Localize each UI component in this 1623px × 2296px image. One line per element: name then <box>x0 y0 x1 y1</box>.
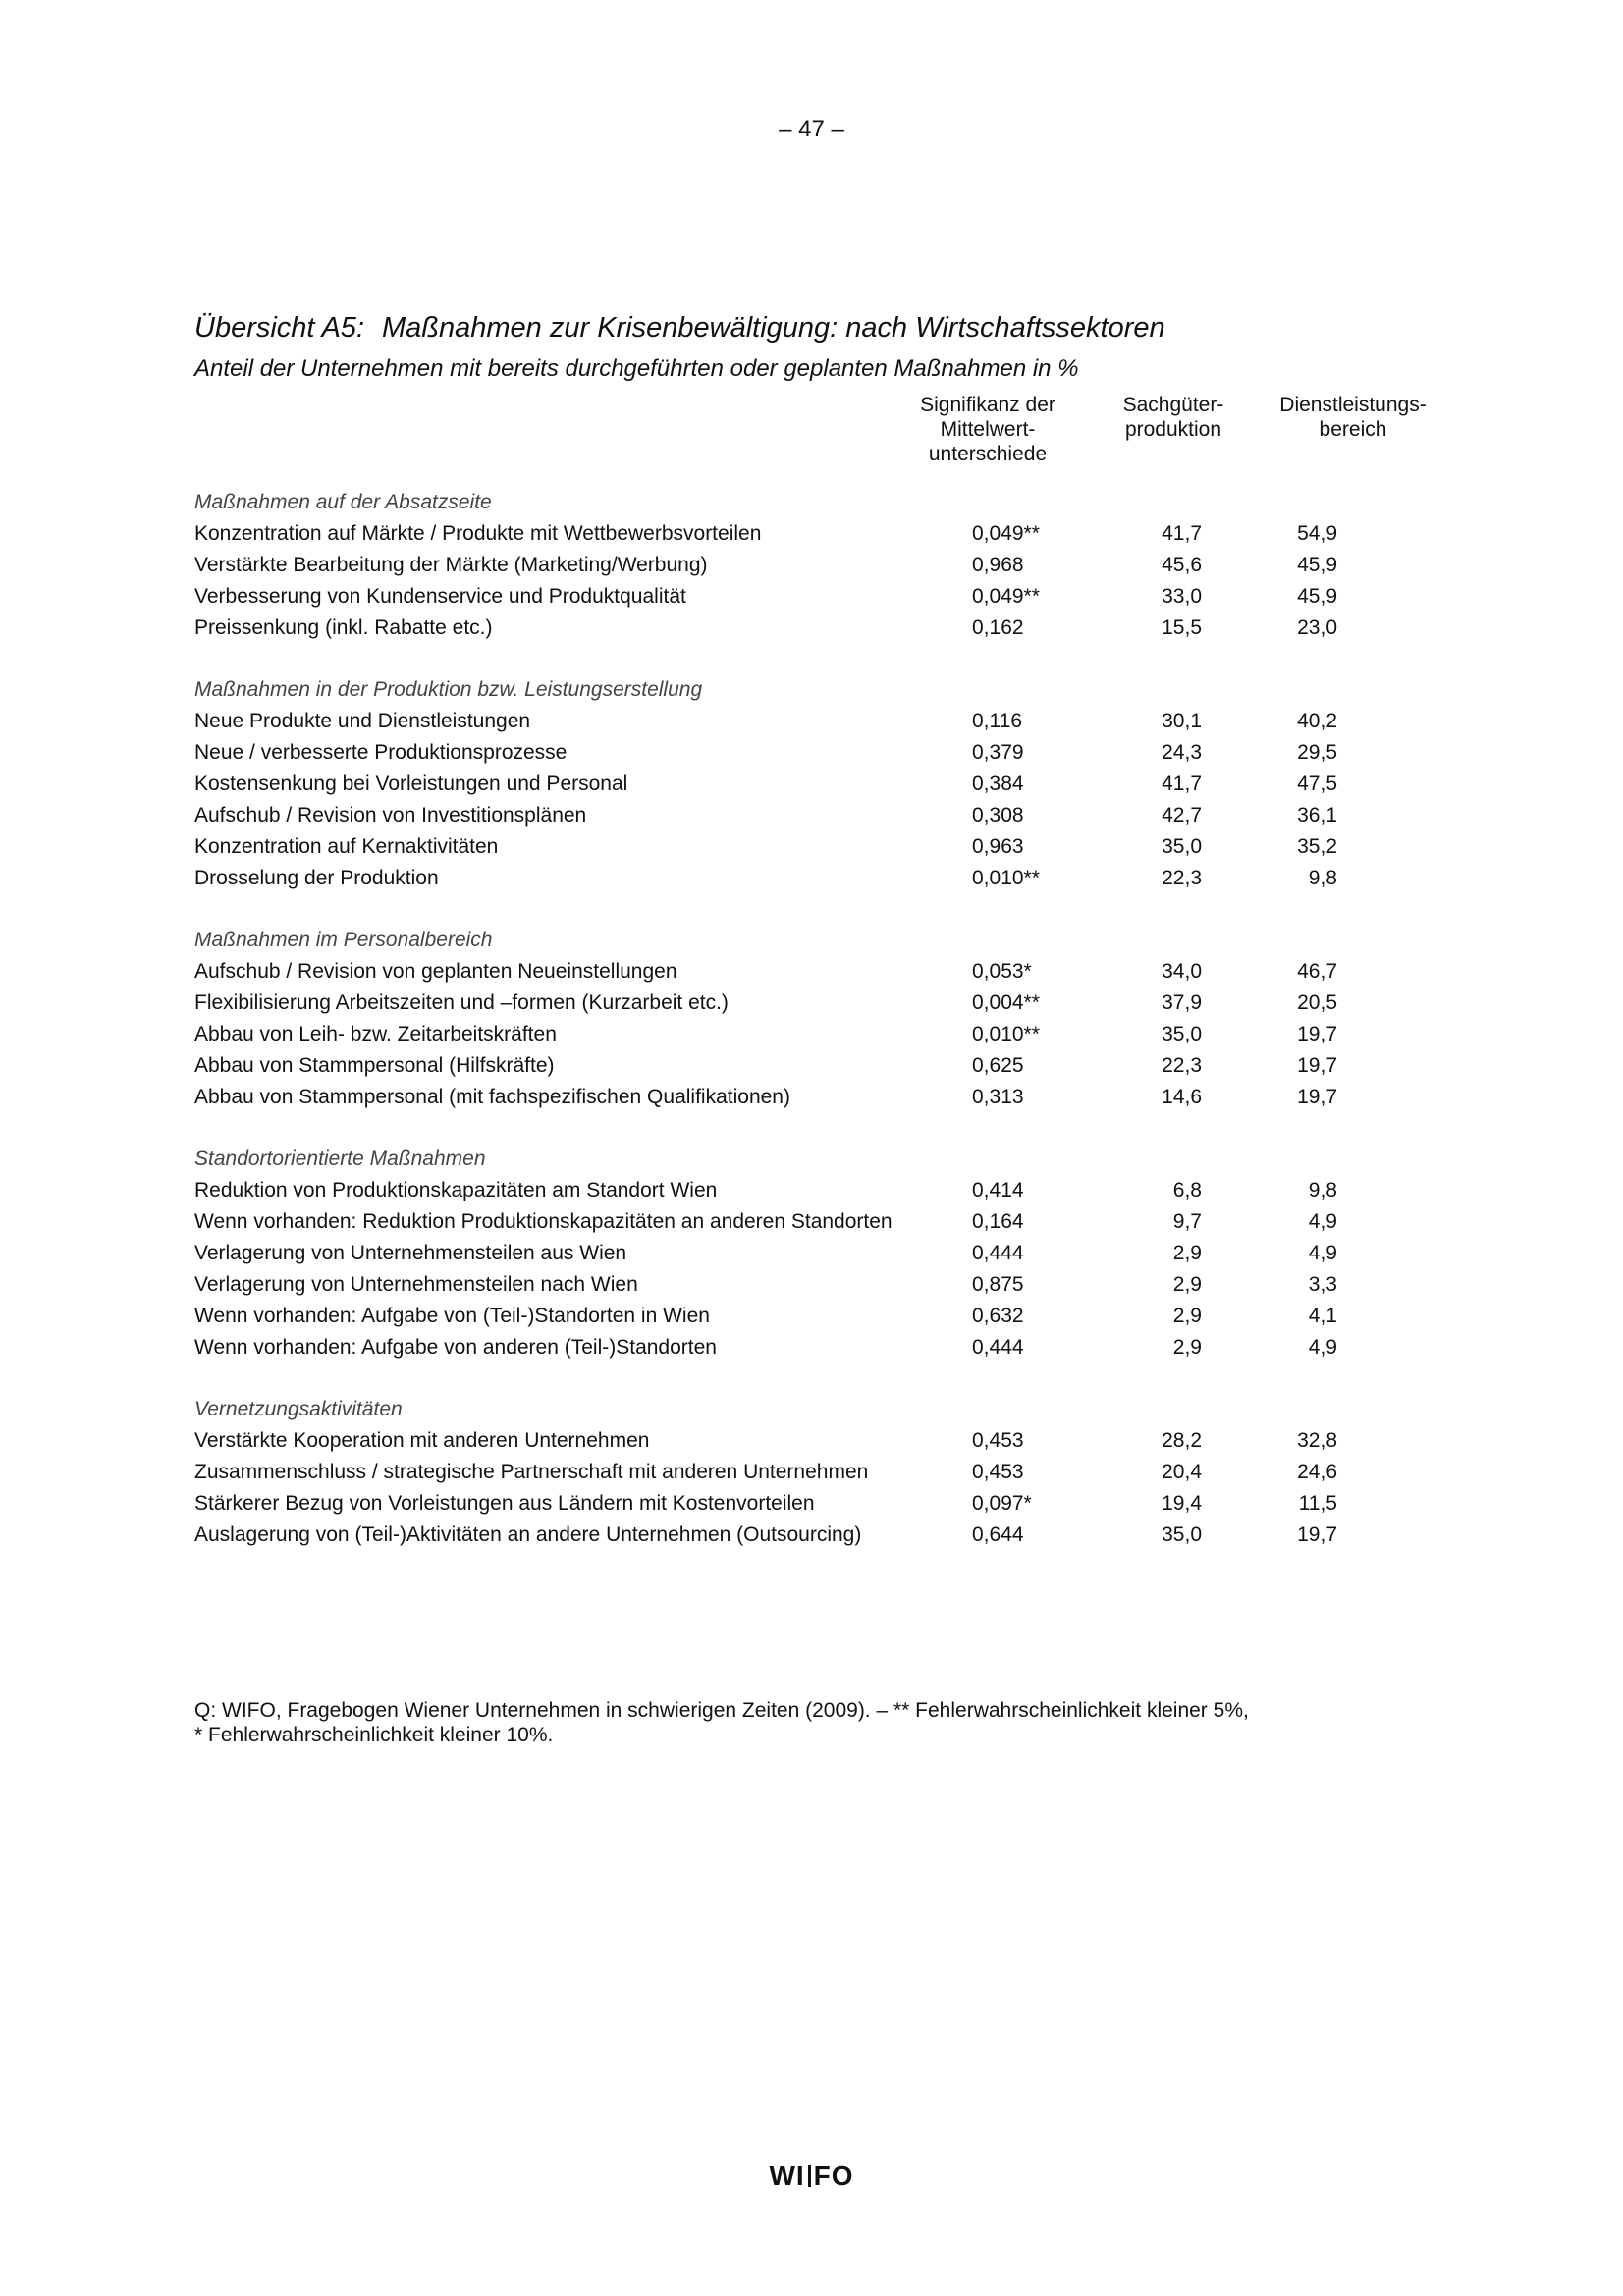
significance-cell: 0,162 <box>972 615 1024 639</box>
measures-table <box>194 487 1373 1550</box>
significance-cell: 0,004** <box>972 990 1040 1014</box>
services-cell: 32,8 <box>1297 1428 1337 1452</box>
manufacturing-cell: 30,1 <box>1162 709 1202 732</box>
services-cell: 4,9 <box>1308 1335 1337 1359</box>
footnote-line: * Fehlerwahrscheinlichkeit kleiner 10%. <box>194 1724 554 1746</box>
column-header-line: produktion <box>1124 418 1222 441</box>
manufacturing-cell: 41,7 <box>1162 521 1202 545</box>
row-label: Wenn vorhanden: Reduktion Produktionskapazitäten an anderen Standorten <box>194 1209 893 1233</box>
row-label: Verstärkte Bearbeitung der Märkte (Marketing/Werbung) <box>194 553 708 576</box>
column-header-line: unterschiede <box>928 443 1048 465</box>
table-section <box>194 925 1373 1112</box>
section-title: Maßnahmen in der Produktion bzw. Leistungserstellung <box>194 678 703 701</box>
page-number: – 47 – <box>779 116 844 142</box>
logo-text-left: WI <box>769 2161 805 2191</box>
manufacturing-cell: 33,0 <box>1162 584 1202 608</box>
row-label: Verlagerung von Unternehmensteilen nach Wien <box>194 1272 638 1296</box>
row-label: Neue Produkte und Dienstleistungen <box>194 709 531 732</box>
significance-cell: 0,010** <box>972 1022 1040 1045</box>
section-title: Vernetzungsaktivitäten <box>194 1398 403 1420</box>
row-label: Verbesserung von Kundenservice und Produktqualität <box>194 584 686 608</box>
table-row <box>194 1487 1373 1519</box>
row-label: Abbau von Leih- bzw. Zeitarbeitskräften <box>194 1022 557 1045</box>
section-title: Maßnahmen im Personalbereich <box>194 929 493 951</box>
column-header-line: Mittelwert- <box>940 418 1036 441</box>
column-header-manufacturing <box>1090 393 1257 442</box>
significance-cell: 0,049** <box>972 521 1040 545</box>
table-row <box>194 1205 1373 1237</box>
table-row <box>194 1237 1373 1268</box>
significance-cell: 0,644 <box>972 1522 1024 1546</box>
manufacturing-cell: 24,3 <box>1162 740 1202 764</box>
significance-cell: 0,414 <box>972 1178 1024 1201</box>
significance-cell: 0,444 <box>972 1335 1024 1359</box>
significance-cell: 0,453 <box>972 1460 1024 1483</box>
column-header-line: Dienstleistungs- <box>1279 394 1427 416</box>
table-row <box>194 549 1373 580</box>
source-footnote <box>194 1698 1422 1747</box>
services-cell: 4,1 <box>1308 1304 1337 1327</box>
footnote-line: Q: WIFO, Fragebogen Wiener Unternehmen in schwierigen Zeiten (2009). – ** Fehlerwahrscheinlichkeit kleiner 5%, <box>194 1699 1249 1722</box>
manufacturing-cell: 35,0 <box>1162 834 1202 858</box>
section-title: Standortorientierte Maßnahmen <box>194 1148 486 1170</box>
significance-cell: 0,625 <box>972 1053 1024 1077</box>
row-label: Auslagerung von (Teil-)Aktivitäten an andere Unternehmen (Outsourcing) <box>194 1522 862 1546</box>
row-label: Drosselung der Produktion <box>194 866 439 889</box>
significance-cell: 0,963 <box>972 834 1024 858</box>
table-title-text: Maßnahmen zur Krisenbewältigung: nach Wirtschaftssektoren <box>382 312 1165 344</box>
services-cell: 46,7 <box>1297 959 1337 983</box>
manufacturing-cell: 28,2 <box>1162 1428 1202 1452</box>
table-title-label: Übersicht A5: <box>194 312 364 344</box>
row-label: Verlagerung von Unternehmensteilen aus Wien <box>194 1241 627 1264</box>
column-header-line: Signifikanz der <box>920 394 1055 416</box>
services-cell: 19,7 <box>1297 1522 1337 1546</box>
significance-cell: 0,875 <box>972 1272 1024 1296</box>
services-cell: 40,2 <box>1297 709 1337 732</box>
column-header-significance <box>890 393 1086 466</box>
significance-cell: 0,116 <box>972 709 1022 732</box>
row-label: Abbau von Stammpersonal (Hilfskräfte) <box>194 1053 555 1077</box>
table-row <box>194 1081 1373 1112</box>
table-row <box>194 736 1373 768</box>
manufacturing-cell: 35,0 <box>1162 1022 1202 1045</box>
table-title <box>194 312 1165 345</box>
table-subtitle: Anteil der Unternehmen mit bereits durchgeführten oder geplanten Maßnahmen in % <box>194 355 1079 382</box>
row-label: Verstärkte Kooperation mit anderen Unternehmen <box>194 1428 650 1452</box>
manufacturing-cell: 2,9 <box>1172 1272 1202 1296</box>
significance-cell: 0,379 <box>972 740 1024 764</box>
manufacturing-cell: 15,5 <box>1162 615 1202 639</box>
services-cell: 54,9 <box>1297 521 1337 545</box>
row-label: Stärkerer Bezug von Vorleistungen aus Ländern mit Kostenvorteilen <box>194 1491 815 1515</box>
row-label: Wenn vorhanden: Aufgabe von (Teil-)Standorten in Wien <box>194 1304 710 1327</box>
table-row <box>194 1300 1373 1331</box>
manufacturing-cell: 45,6 <box>1162 553 1202 576</box>
table-row <box>194 1456 1373 1487</box>
logo-separator <box>808 2165 811 2187</box>
table-row <box>194 1174 1373 1205</box>
table-row <box>194 830 1373 862</box>
table-row <box>194 1268 1373 1300</box>
significance-cell: 0,049** <box>972 584 1040 608</box>
table-row <box>194 580 1373 612</box>
services-cell: 36,1 <box>1297 803 1337 827</box>
services-cell: 4,9 <box>1308 1241 1337 1264</box>
significance-cell: 0,053* <box>972 959 1032 983</box>
manufacturing-cell: 41,7 <box>1162 772 1202 795</box>
row-label: Aufschub / Revision von Investitionsplänen <box>194 803 587 827</box>
significance-cell: 0,632 <box>972 1304 1024 1327</box>
row-label: Reduktion von Produktionskapazitäten am Standort Wien <box>194 1178 718 1201</box>
services-cell: 45,9 <box>1297 584 1337 608</box>
row-label: Wenn vorhanden: Aufgabe von anderen (Teil-)Standorten <box>194 1335 717 1359</box>
table-row <box>194 1519 1373 1550</box>
logo-text-right: FO <box>813 2161 854 2191</box>
table-section <box>194 487 1373 643</box>
manufacturing-cell: 14,6 <box>1162 1085 1202 1108</box>
row-label: Konzentration auf Kernaktivitäten <box>194 834 499 858</box>
services-cell: 20,5 <box>1297 990 1337 1014</box>
significance-cell: 0,444 <box>972 1241 1024 1264</box>
manufacturing-cell: 42,7 <box>1162 803 1202 827</box>
row-label: Abbau von Stammpersonal (mit fachspezifischen Qualifikationen) <box>194 1085 790 1108</box>
table-row <box>194 1424 1373 1456</box>
significance-cell: 0,097* <box>972 1491 1032 1515</box>
manufacturing-cell: 34,0 <box>1162 959 1202 983</box>
table-row <box>194 612 1373 643</box>
significance-cell: 0,968 <box>972 553 1024 576</box>
table-row <box>194 799 1373 830</box>
section-title: Maßnahmen auf der Absatzseite <box>194 491 492 513</box>
table-section <box>194 1144 1373 1362</box>
table-row <box>194 862 1373 893</box>
manufacturing-cell: 20,4 <box>1162 1460 1202 1483</box>
services-cell: 47,5 <box>1297 772 1337 795</box>
services-cell: 19,7 <box>1297 1053 1337 1077</box>
services-cell: 45,9 <box>1297 553 1337 576</box>
services-cell: 35,2 <box>1297 834 1337 858</box>
services-cell: 23,0 <box>1297 615 1337 639</box>
column-header-line: Sachgüter- <box>1122 394 1224 416</box>
manufacturing-cell: 22,3 <box>1162 866 1202 889</box>
table-section <box>194 1394 1373 1550</box>
table-row <box>194 768 1373 799</box>
manufacturing-cell: 9,7 <box>1172 1209 1202 1233</box>
manufacturing-cell: 6,8 <box>1172 1178 1202 1201</box>
significance-cell: 0,453 <box>972 1428 1024 1452</box>
row-label: Preissenkung (inkl. Rabatte etc.) <box>194 615 493 639</box>
table-row <box>194 955 1373 987</box>
row-label: Flexibilisierung Arbeitszeiten und –formen (Kurzarbeit etc.) <box>194 990 729 1014</box>
manufacturing-cell: 2,9 <box>1172 1304 1202 1327</box>
manufacturing-cell: 35,0 <box>1162 1522 1202 1546</box>
column-header-line: bereich <box>1319 418 1387 441</box>
manufacturing-cell: 37,9 <box>1162 990 1202 1014</box>
services-cell: 9,8 <box>1308 866 1337 889</box>
table-row <box>194 1049 1373 1081</box>
significance-cell: 0,313 <box>972 1085 1024 1108</box>
services-cell: 3,3 <box>1308 1272 1337 1296</box>
services-cell: 9,8 <box>1308 1178 1337 1201</box>
table-row <box>194 1018 1373 1049</box>
column-header-services <box>1255 393 1451 442</box>
manufacturing-cell: 2,9 <box>1172 1335 1202 1359</box>
table-row <box>194 517 1373 549</box>
services-cell: 4,9 <box>1308 1209 1337 1233</box>
significance-cell: 0,384 <box>972 772 1024 795</box>
wifo-logo <box>0 2161 1623 2192</box>
services-cell: 19,7 <box>1297 1022 1337 1045</box>
manufacturing-cell: 2,9 <box>1172 1241 1202 1264</box>
services-cell: 24,6 <box>1297 1460 1337 1483</box>
table-section <box>194 674 1373 893</box>
row-label: Zusammenschluss / strategische Partnerschaft mit anderen Unternehmen <box>194 1460 869 1483</box>
significance-cell: 0,308 <box>972 803 1024 827</box>
table-row <box>194 987 1373 1018</box>
table-row <box>194 1331 1373 1362</box>
manufacturing-cell: 22,3 <box>1162 1053 1202 1077</box>
row-label: Konzentration auf Märkte / Produkte mit Wettbewerbsvorteilen <box>194 521 762 545</box>
services-cell: 19,7 <box>1297 1085 1337 1108</box>
services-cell: 11,5 <box>1298 1491 1337 1515</box>
row-label: Aufschub / Revision von geplanten Neueinstellungen <box>194 959 677 983</box>
manufacturing-cell: 19,4 <box>1162 1491 1202 1515</box>
significance-cell: 0,164 <box>972 1209 1024 1233</box>
significance-cell: 0,010** <box>972 866 1040 889</box>
table-row <box>194 705 1373 736</box>
services-cell: 29,5 <box>1297 740 1337 764</box>
row-label: Neue / verbesserte Produktionsprozesse <box>194 740 568 764</box>
row-label: Kostensenkung bei Vorleistungen und Personal <box>194 772 628 795</box>
